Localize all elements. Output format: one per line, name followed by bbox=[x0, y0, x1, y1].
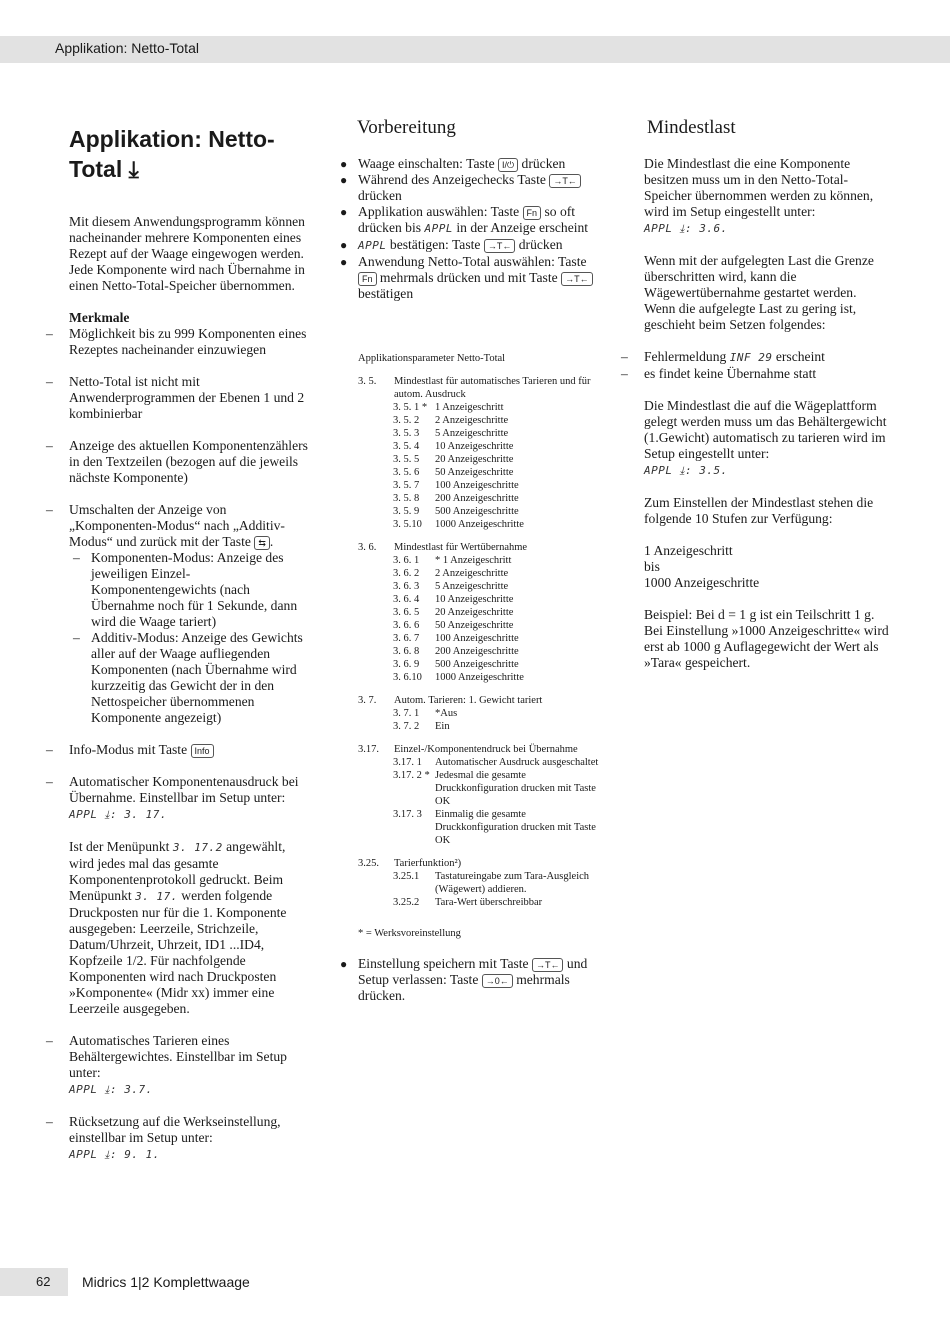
setup-code: APPL ⤓: 3.7. bbox=[69, 1083, 153, 1096]
tree-item: 3. 6. 5 20 Anzeigeschritte bbox=[393, 607, 514, 618]
feature-item: – Anzeige des aktuellen Komponentenzählers in den Textzeilen (bezogen auf die jeweils nächste Komponente) bbox=[55, 438, 313, 486]
tree-item: 3. 5. 7 100 Anzeigeschritte bbox=[393, 480, 519, 491]
feature-item: – Umschalten der Anzeige von „Komponenten-Modus“ nach „Additiv-Modus“ und zurück mit der Taste ⇆ . – Komponenten-Modus: Anzeige des jeweiligen Einzel-Komponentengewichts (nach Übernahme noch für 1 Sekunde, dann wird die Waage tariert) – Additiv-Modus: Anzeige des Gewichts aller auf der Waage aufliegenden Komponenten (nach Übernahme wird kurzzeitig das Gewicht der in den Nettospeicher übernommenen Komponente angezeigt) bbox=[55, 502, 313, 726]
tree-item: 3.17. 1 Automatischer Ausdruck ausgeschaltet bbox=[393, 757, 599, 768]
tare-key-icon: →T← bbox=[561, 272, 593, 286]
step-item: ● Anwendung Netto-Total auswählen: Taste Fn mehrmals drücken und mit Taste →T← bestätigen bbox=[340, 254, 602, 302]
sub-feature-item: – Additiv-Modus: Anzeige des Gewichts aller auf der Waage aufliegenden Komponenten (nach Übernahme wird kurzzeitig das Gewicht der in den Nettospeicher übernommenen Komponente angezeigt) bbox=[73, 630, 313, 726]
tree-group-header: 3. 6. Mindestlast für Wertübernahme bbox=[358, 542, 528, 553]
setup-code: APPL ⤓: 3. 17. bbox=[69, 808, 167, 821]
feature-item: – Automatisches Tarieren eines Behältergewichtes. Einstellbar im Setup unter: APPL ⤓: 3.7. bbox=[55, 1033, 313, 1098]
tree-item: 3. 6. 9 500 Anzeigeschritte bbox=[393, 659, 519, 670]
params-title: Applikationsparameter Netto-Total bbox=[358, 353, 506, 364]
tree-item: 3. 6. 2 2 Anzeigeschritte bbox=[393, 568, 509, 579]
sub-feature-item: – Komponenten-Modus: Anzeige des jeweiligen Einzel-Komponentengewichts (nach Übernahme noch für 1 Sekunde, dann wird die Waage tariert) bbox=[73, 550, 313, 630]
tree-item: 3. 5.10 1000 Anzeigeschritte bbox=[393, 519, 524, 530]
tree-item: 3. 5. 2 2 Anzeigeschritte bbox=[393, 415, 509, 426]
tree-group-header: 3. 5. Mindestlast für automatisches Tarieren und für autom. Ausdruck bbox=[358, 376, 591, 400]
header-title: Applikation: Netto-Total bbox=[55, 40, 199, 56]
section-title-vorbereitung: Vorbereitung bbox=[357, 117, 456, 138]
tree-item: 3. 5. 4 10 Anzeigeschritte bbox=[393, 441, 514, 452]
list-item: – Fehlermeldung INF 29 erscheint bbox=[630, 349, 890, 366]
list-item: – es findet keine Übernahme statt bbox=[630, 366, 890, 382]
page-number: 62 bbox=[36, 1274, 51, 1289]
tree-item: 3. 5. 6 50 Anzeigeschritte bbox=[393, 467, 514, 478]
step-item: ● APPL bestätigen: Taste →T← drücken bbox=[340, 237, 602, 254]
paragraph: Wenn mit der aufgelegten Last die Grenze überschritten wird, kann die Wägewertübernahme gestartet werden. Wenn die aufgelegte Last zu gering ist, geschieht beim Setzen folgendes: bbox=[644, 253, 874, 332]
tree-item: 3. 6. 7 100 Anzeigeschritte bbox=[393, 633, 519, 644]
footer-title: Midrics 1|2 Komplettwaage bbox=[82, 1274, 250, 1290]
footnote: * = Werksvoreinstellung bbox=[358, 928, 461, 939]
features-heading: Merkmale bbox=[69, 310, 130, 325]
zero-key-icon: →0← bbox=[482, 974, 513, 988]
power-key-icon: I/⏻ bbox=[498, 158, 518, 172]
step-item: ● Während des Anzeigechecks Taste →T← drücken bbox=[340, 172, 602, 204]
tree-item: 3. 7. 2 Ein bbox=[393, 721, 450, 732]
paragraph: 1 Anzeigeschritt bis 1000 Anzeigeschritte bbox=[644, 543, 760, 590]
feature-item: – Möglichkeit bis zu 999 Komponenten eines Rezeptes nacheinander einzuwiegen bbox=[55, 326, 313, 358]
step-item: ● Applikation auswählen: Taste Fn so oft drücken bis APPL in der Anzeige erscheint bbox=[340, 204, 602, 237]
tree-group bbox=[358, 375, 602, 531]
column-right bbox=[630, 117, 890, 671]
feature-item: – Netto-Total ist nicht mit Anwenderprogrammen der Ebenen 1 und 2 kombinierbar bbox=[55, 374, 313, 422]
tree-group-header: 3.25. Tarierfunktion²) bbox=[358, 858, 462, 869]
info-key-icon: Info bbox=[191, 744, 214, 758]
fn-key-icon: Fn bbox=[523, 206, 542, 220]
step-item: ● Waage einschalten: Taste I/⏻ drücken bbox=[340, 156, 602, 172]
tree-item: 3. 6. 6 50 Anzeigeschritte bbox=[393, 620, 514, 631]
tree-item: 3. 7. 1 *Aus bbox=[393, 708, 458, 719]
paragraph: Die Mindestlast die auf die Wägeplattform gelegt werden muss um das Behältergewicht (1.Gewicht) automatisch zu tarieren wird im Setup eingestellt unter: APPL ⤓: 3.5. bbox=[644, 398, 887, 477]
fn-key-icon: Fn bbox=[358, 272, 377, 286]
tree-item: 3.17. 2 * Jedesmal die gesamte Druckkonfiguration drucken mit Taste OK bbox=[393, 770, 596, 807]
page-number-box bbox=[0, 1268, 68, 1296]
tree-group bbox=[358, 694, 602, 733]
tree-item: 3. 6. 8 200 Anzeigeschritte bbox=[393, 646, 519, 657]
column-middle bbox=[340, 117, 602, 1004]
tree-item: 3. 6. 1 * 1 Anzeigeschritt bbox=[393, 555, 512, 566]
tree-item: 3.25.1 Tastatureingabe zum Tara-Ausgleich (Wägewert) addieren. bbox=[393, 871, 590, 895]
tree-item: 3. 5. 5 20 Anzeigeschritte bbox=[393, 454, 514, 465]
feature-item: – Info-Modus mit Taste Info bbox=[55, 742, 313, 758]
tree-group bbox=[358, 541, 602, 684]
feature-item: – Rücksetzung auf die Werkseinstellung, einstellbar im Setup unter: APPL ⤓: 9. 1. bbox=[55, 1114, 313, 1163]
tree-item: 3. 6. 4 10 Anzeigeschritte bbox=[393, 594, 514, 605]
tree-item: 3. 5. 8 200 Anzeigeschritte bbox=[393, 493, 519, 504]
tree-item: 3. 5. 9 500 Anzeigeschritte bbox=[393, 506, 519, 517]
tree-group-header: 3.17. Einzel-/Komponentendruck bei Übernahme bbox=[358, 744, 578, 755]
toggle-key-icon: ⇆ bbox=[254, 536, 270, 550]
intro-text: Mit diesem Anwendungsprogramm können nacheinander mehrere Komponenten eines Rezept auf der Waage eingewogen werden. Jede Komponente wird nach Übernahme in einen Netto-Total-Speicher übernommen. bbox=[69, 214, 305, 293]
tree-item: 3. 5. 3 5 Anzeigeschritte bbox=[393, 428, 509, 439]
tare-key-icon: →T← bbox=[532, 958, 564, 972]
column-left bbox=[55, 120, 313, 1163]
step-item: ● Einstellung speichern mit Taste →T← und Setup verlassen: Taste →0← mehrmals drücken. bbox=[340, 956, 602, 1004]
tree-item: 3.17. 3 Einmalig die gesamte Druckkonfiguration drucken mit Taste OK bbox=[393, 809, 596, 846]
page-header bbox=[0, 36, 950, 63]
section-title-mindestlast: Mindestlast bbox=[647, 117, 736, 138]
download-icon: ⤓ bbox=[128, 156, 139, 182]
tree-item: 3. 6.10 1000 Anzeigeschritte bbox=[393, 672, 524, 683]
paragraph: Die Mindestlast die eine Komponente besitzen muss um in den Netto-Total-Speicher übernommen werden zu können, wird im Setup eingestellt unter: APPL ⤓: 3.6. bbox=[644, 156, 874, 235]
tree-group bbox=[358, 857, 602, 909]
parameter-tree bbox=[358, 375, 602, 909]
page-title: Applikation: Netto-Total ⤓ bbox=[69, 126, 275, 182]
tree-group bbox=[358, 743, 602, 847]
setup-code: APPL ⤓: 9. 1. bbox=[69, 1148, 160, 1161]
feature-item: – Automatischer Komponentenausdruck bei Übernahme. Einstellbar im Setup unter: APPL ⤓: 3. 17. Ist der Menüpunkt 3. 17.2 angewählt, wird jedes mal das gesamte Komponentenprotokoll gedruckt. Beim Menüpunkt 3. 17. werden folgende Druckposten nur für die 1. Komponente ausgegeben: Leerzeile, Strichzeile, Datum/Uhrzeit, Uhrzeit, ID1 ...ID4, Kopfzeile 1/2. Für nachfolgende Komponenten wird nach Druckposten »Komponente« (Midr xx) immer eine Leerzeile ausgegeben. bbox=[55, 774, 313, 1017]
tare-key-icon: →T← bbox=[549, 174, 581, 188]
tree-group-header: 3. 7. Autom. Tarieren: 1. Gewicht tariert bbox=[358, 695, 543, 706]
tree-item: 3. 6. 3 5 Anzeigeschritte bbox=[393, 581, 509, 592]
tree-item: 3. 5. 1 * 1 Anzeigeschritt bbox=[393, 402, 504, 413]
tree-item: 3.25.2 Tara-Wert überschreibbar bbox=[393, 897, 543, 908]
paragraph: Beispiel: Bei d = 1 g ist ein Teilschritt 1 g. Bei Einstellung »1000 Anzeigeschritte« wird erst ab 1000 g Auflagegewicht der Wert als »Tara« gespeichert. bbox=[644, 607, 889, 670]
paragraph: Zum Einstellen der Mindestlast stehen die folgende 10 Stufen zur Verfügung: bbox=[644, 495, 874, 526]
tare-key-icon: →T← bbox=[484, 239, 516, 253]
